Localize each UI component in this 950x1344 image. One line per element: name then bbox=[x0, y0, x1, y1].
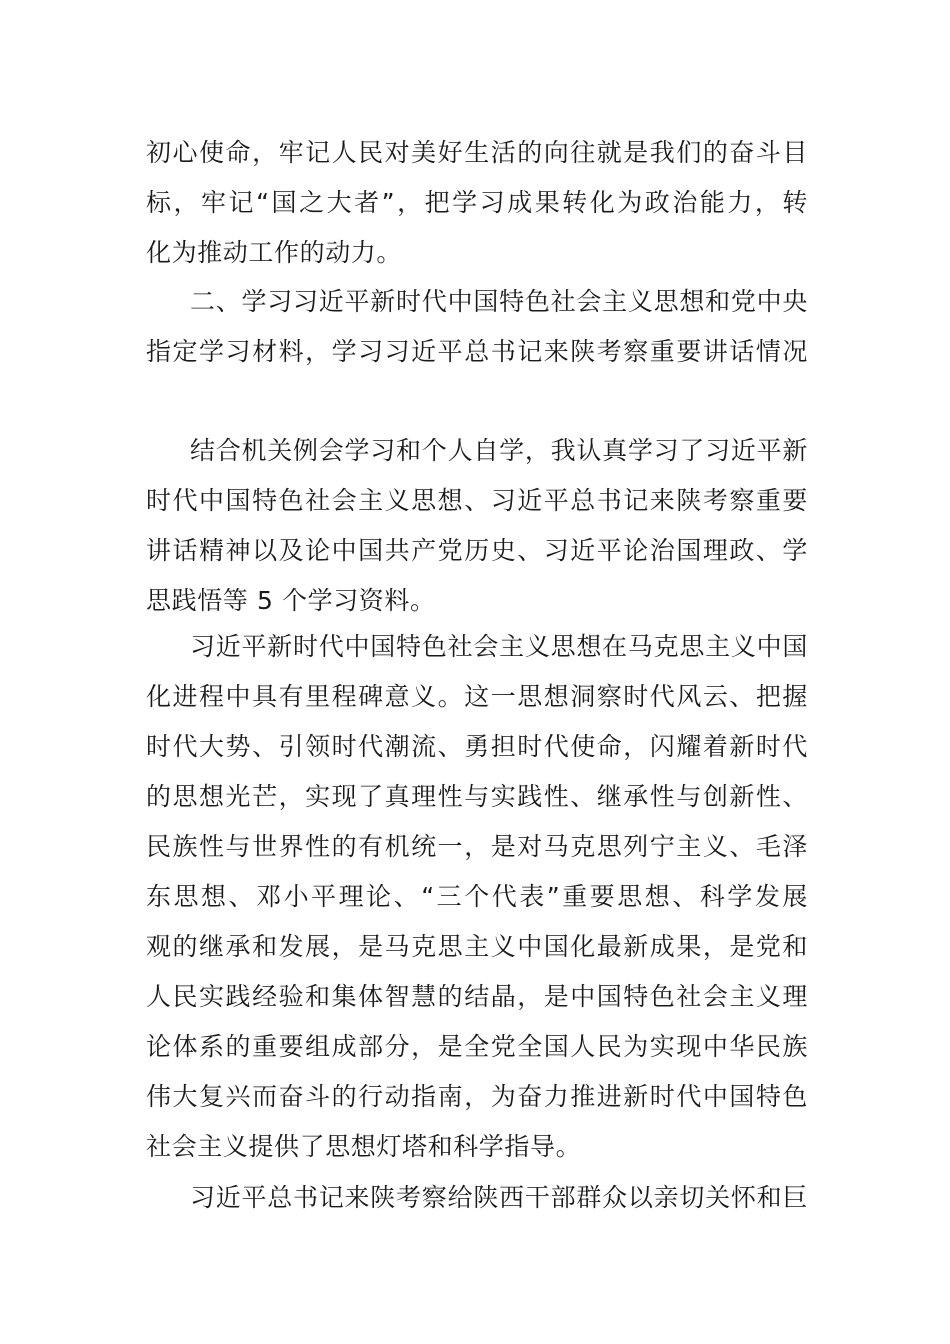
section-heading-2 bbox=[146, 277, 808, 377]
text-line: 民族性与世界性的有机统一，是对马克思列宁主义、毛泽 bbox=[146, 832, 808, 861]
text-line: 化为推动工作的动力。 bbox=[146, 238, 403, 267]
text-line: 时代大势、引领时代潮流、勇担时代使命，闪耀着新时代 bbox=[146, 732, 808, 761]
heading-line: 二、学习习近平新时代中国特色社会主义思想和党中央 bbox=[190, 287, 808, 316]
text-line: 讲话精神以及论中国共产党历史、习近平论治国理政、学 bbox=[146, 536, 808, 565]
text-line: 化进程中具有里程碑意义。这一思想洞察时代风云、把握 bbox=[146, 682, 808, 711]
text-line: 伟大复兴而奋斗的行动指南，为奋力推进新时代中国特色 bbox=[146, 1082, 808, 1111]
heading-line: 指定学习材料，学习习近平总书记来陕考察重要讲话情况 bbox=[146, 337, 808, 366]
text-line: 习近平总书记来陕考察给陕西干部群众以亲切关怀和巨 bbox=[190, 1183, 808, 1212]
text-line: 时代中国特色社会主义思想、习近平总书记来陕考察重要 bbox=[146, 486, 808, 515]
text-line: 的思想光芒，实现了真理性与实践性、继承性与创新性、 bbox=[146, 782, 808, 811]
text-line: 思践悟等 5 个学习资料。 bbox=[146, 586, 436, 615]
text-line: 习近平新时代中国特色社会主义思想在马克思主义中国 bbox=[190, 632, 808, 661]
text-line: 初心使命，牢记人民对美好生活的向往就是我们的奋斗目 bbox=[146, 138, 808, 167]
text-line: 论体系的重要组成部分，是全党全国人民为实现中华民族 bbox=[146, 1032, 808, 1061]
paragraph-thought bbox=[146, 622, 808, 1172]
text-line: 结合机关例会学习和个人自学，我认真学习了习近平新 bbox=[190, 436, 808, 465]
text-line: 东思想、邓小平理论、“三个代表”重要思想、科学发展 bbox=[146, 882, 808, 911]
text-line: 社会主义提供了思想灯塔和科学指导。 bbox=[146, 1132, 582, 1161]
paragraph-study bbox=[146, 426, 808, 626]
text-line: 标，牢记“国之大者”，把学习成果转化为政治能力，转 bbox=[146, 188, 808, 217]
paragraph-mission bbox=[146, 128, 808, 278]
text-line: 观的继承和发展，是马克思主义中国化最新成果，是党和 bbox=[146, 932, 808, 961]
text-line: 人民实践经验和集体智慧的结晶，是中国特色社会主义理 bbox=[146, 982, 808, 1011]
paragraph-visit bbox=[146, 1173, 808, 1223]
